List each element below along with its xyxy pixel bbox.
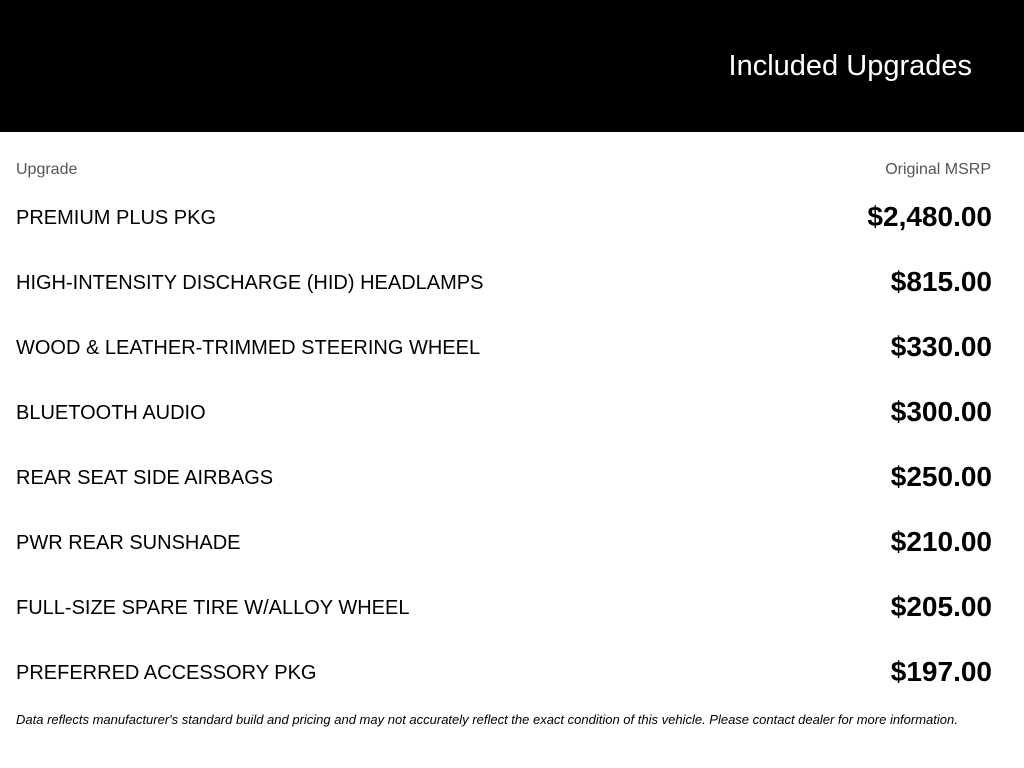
- upgrade-price: $2,480.00: [867, 201, 992, 232]
- column-header-msrp: Original MSRP: [885, 161, 991, 178]
- upgrade-price: $815.00: [890, 266, 992, 297]
- upgrade-name: PREMIUM PLUS PKG: [16, 207, 217, 229]
- upgrade-name: HIGH-INTENSITY DISCHARGE (HID) HEADLAMPS: [16, 272, 484, 294]
- upgrade-name: REAR SEAT SIDE AIRBAGS: [16, 467, 274, 489]
- list-item: [16, 380, 992, 445]
- upgrade-price: $330.00: [890, 331, 992, 362]
- column-headers: [16, 160, 991, 180]
- list-item: [16, 250, 992, 315]
- upgrade-price: $300.00: [890, 396, 992, 427]
- disclaimer-text: Data reflects manufacturer's standard build and pricing and may not accurately reflect the exact condition of this vehicle. Please contact dealer for more information.: [16, 712, 958, 727]
- list-item: [16, 185, 992, 250]
- upgrades-list: [16, 185, 992, 705]
- upgrade-name: WOOD & LEATHER-TRIMMED STEERING WHEEL: [16, 337, 481, 359]
- upgrade-name: FULL-SIZE SPARE TIRE W/ALLOY WHEEL: [16, 597, 410, 619]
- upgrade-price: $210.00: [890, 526, 992, 557]
- header-banner: [0, 0, 1024, 132]
- list-item: [16, 575, 992, 640]
- upgrade-name: BLUETOOTH AUDIO: [16, 402, 206, 424]
- upgrade-name: PWR REAR SUNSHADE: [16, 532, 241, 554]
- upgrade-price: $250.00: [890, 461, 992, 492]
- upgrade-price: $197.00: [890, 656, 992, 687]
- list-item: [16, 640, 992, 705]
- page-title: Included Upgrades: [728, 50, 972, 82]
- list-item: [16, 315, 992, 380]
- column-header-upgrade: Upgrade: [16, 161, 78, 178]
- upgrade-price: $205.00: [890, 591, 992, 622]
- list-item: [16, 510, 992, 575]
- list-item: [16, 445, 992, 510]
- upgrade-name: PREFERRED ACCESSORY PKG: [16, 662, 317, 684]
